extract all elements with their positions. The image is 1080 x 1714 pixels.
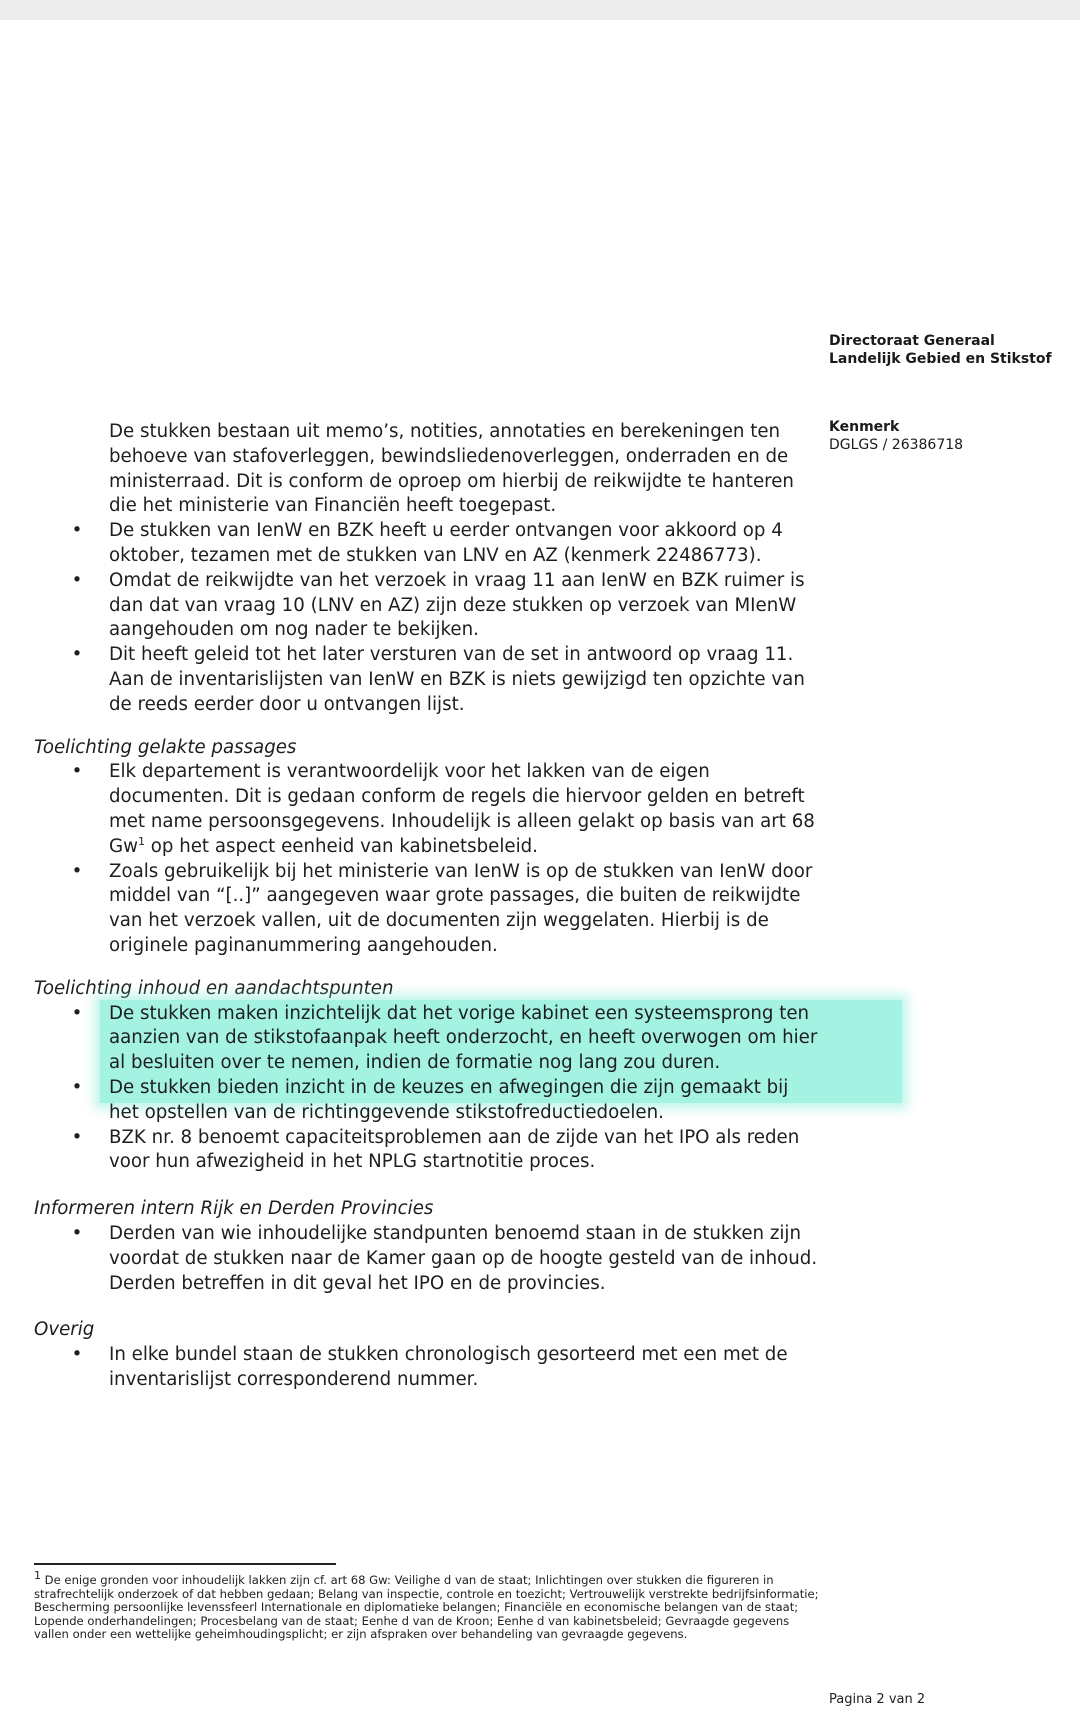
bullet-dot: • [71,860,83,882]
bullet-text-before: Elk departement is verantwoordelijk voor het lakken van de eigen documenten. Dit is gedaan conform de regels die hiervoor gelden en betreft met name persoonsgegevens. Inhoudelijk is alleen gelakt op basis van art 68 Gw [109,761,815,857]
page-number: Pagina 2 van 2 [829,1692,926,1707]
section-heading-inhoud: Toelichting inhoud en aandachtspunten [34,977,394,999]
list-item [0,569,820,643]
section-heading-overig: Overig [34,1319,95,1341]
footnote-separator [34,1563,336,1565]
bullet-dot: • [71,1222,83,1244]
bullet-dot: • [71,761,83,783]
footnote [34,1569,824,1642]
bullet-text: Zoals gebruikelijk bij het ministerie van IenW is op de stukken van IenW door middel van “[..]” aangegeven waar grote passages, die buiten de reikwijdte van het verzoek vallen, uit de documenten zijn weggelaten. Hierbij is de originele paginanummering aangehouden. [109,860,813,956]
organisation-block [829,332,1059,368]
org-line-2: Landelijk Gebied en Stikstof [829,351,1052,367]
list-item [0,643,820,717]
bullet-dot: • [71,1344,83,1366]
footnote-marker: 1 [34,1569,41,1583]
kenmerk-label: Kenmerk [829,419,900,435]
bullet-dot: • [71,1076,83,1098]
list-item [0,760,820,859]
bullet-text: In elke bundel staan de stukken chronologisch gesorteerd met een met de inventarislijst corresponderend nummer. [109,1344,788,1390]
bullet-text: De stukken maken inzichtelijk dat het vorige kabinet een systeemsprong ten aanzien van de stikstofaanpak heeft onderzocht, en heeft overwogen om hier al besluiten over te nemen, indien de formatie nog lang zou duren. [109,1002,818,1074]
bullet-text: De stukken bieden inzicht in de keuzes en afwegingen die zijn gemaakt bij het opstellen van de richtinggevende stikstofreductiedoelen. [109,1076,789,1123]
intro-paragraph: De stukken bestaan uit memo’s, notities, annotaties en berekeningen ten behoeve van stafoverleggen, bewindsliedenoverleggen, onderraden en de ministerraad. Dit is conform de oproep om hierbij de reikwijdte te hanteren die het ministerie van Financiën heeft toegepast. [109,421,794,517]
bullet-dot: • [71,644,83,666]
bullet-text: Derden van wie inhoudelijke standpunten benoemd staan in de stukken zijn voordat de stukken naar de Kamer gaan op de hoogte gesteld van de inhoud. Derden betreffen in dit geval het IPO en de provincies. [109,1222,818,1294]
list-item [0,519,820,569]
bullet-text: BZK nr. 8 benoemt capaciteitsproblemen aan de zijde van het IPO als reden voor hun afwezigheid in het NPLG startnotitie proces. [109,1126,800,1173]
list-item [0,1222,820,1296]
section-heading-informeren: Informeren intern Rijk en Derden Provincies [34,1198,434,1220]
bullet-dot: • [71,1002,83,1024]
section-heading-lakken: Toelichting gelakte passages [34,736,297,758]
footnote-ref[interactable]: 1 [137,834,145,848]
bullet-dot: • [71,1126,83,1148]
bullet-text: Dit heeft geleid tot het later versturen van de set in antwoord op vraag 11. Aan de inventarislijsten van IenW en BZK is niets gewijzigd ten opzichte van de reeds eerder door u ontvangen lijst. [109,644,805,715]
org-line-1: Directoraat Generaal [829,333,995,349]
list-item [0,860,820,959]
highlighted-list-item [0,1002,820,1076]
viewer-top-bar [0,0,1080,20]
kenmerk-value: DGLGS / 26386718 [829,437,964,453]
kenmerk-block [829,418,1059,454]
bullet-dot: • [71,520,83,542]
list-item [0,1343,820,1393]
bullet-text-after: op het aspect eenheid van kabinetsbeleid. [144,835,538,857]
list-item [0,1076,820,1126]
bullet-text: Omdat de reikwijdte van het verzoek in vraag 11 aan IenW en BZK ruimer is dan dat van vraag 10 (LNV en AZ) zijn deze stukken op verzoek van MIenW aangehouden om nog nader te bekijken. [109,569,805,641]
document-body [0,420,820,1393]
bullet-dot: • [71,569,83,591]
bullet-text: De stukken van IenW en BZK heeft u eerder ontvangen voor akkoord op 4 oktober, tezamen met de stukken van LNV en AZ (kenmerk 22486773). [109,520,783,566]
footnote-text: De enige gronden voor inhoudelijk lakken zijn cf. art 68 Gw: Veilighe d van de staat; Inlichtingen over stukken die figureren in strafrechtelijk onderzoek of dat hebben gedaan; Belang van inspectie, controle en toezicht; Vertrouwelijk verstrekte bedrijfsinformatie; Bescherming persoonlijke levenssfeerl Internationale en diplomatieke belangen; Financiële en economische belangen van de staat; Lopende onderhandelingen; Procesbelang van de staat; Eenhe d van de Kroon; Eenhe d van kabinetsbeleid; Gevraagde gegevens vallen onder een wettelijke geheimhoudingsplicht; er zijn afspraken over behandeling van gevraagde gegevens. [34,1573,819,1641]
list-item [0,1126,820,1176]
